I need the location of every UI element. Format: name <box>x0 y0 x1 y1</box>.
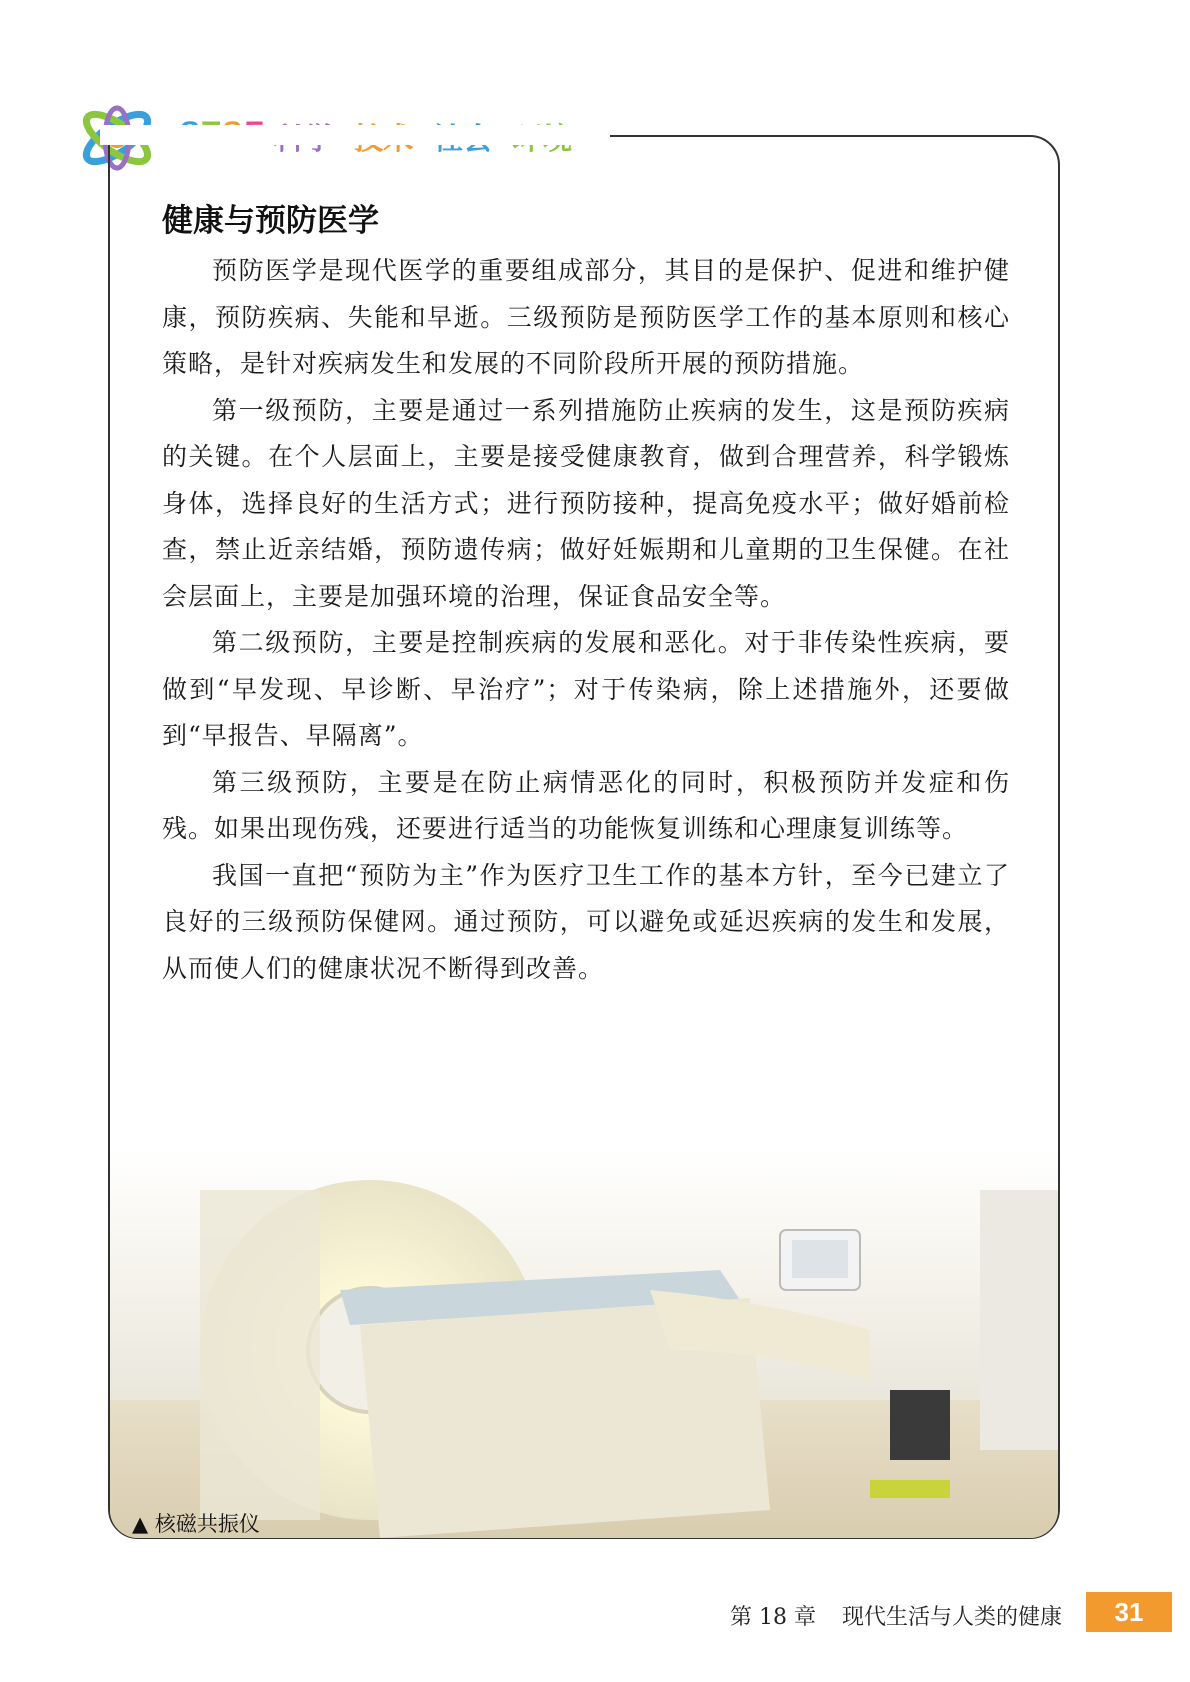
page-footer <box>730 1600 1062 1631</box>
frame-gap <box>100 125 610 145</box>
mri-photo <box>110 1150 1058 1538</box>
paragraph-intro: 预防医学是现代医学的重要组成部分，其目的是保护、促进和维护健康，预防疾病、失能和早逝。三级预防是预防医学工作的基本原则和核心策略，是针对疾病发生和发展的不同阶段所开展的预防措施。 <box>162 256 1010 378</box>
header-rule <box>610 135 1030 137</box>
paragraph-secondary-prevention: 第二级预防，主要是控制疾病的发展和恶化。对于非传染性疾病，要做到“早发现、早诊断、早治疗”；对于传染病，除上述措施外，还要做到“早报告、早隔离”。 <box>162 628 1010 750</box>
paragraph-tertiary-prevention: 第三级预防，主要是在防止病情恶化的同时，积极预防并发症和伤残。如果出现伤残，还要进行适当的功能恢复训练和心理康复训练等。 <box>162 767 1010 843</box>
chapter-title: 现代生活与人类的健康 <box>841 1605 1062 1630</box>
article-title: 健康与预防医学 <box>162 203 379 239</box>
article-body <box>162 248 1010 992</box>
chapter-number: 第 18 章 <box>730 1605 816 1630</box>
page-number: 31 <box>1086 1592 1172 1632</box>
mri-machine-illustration <box>110 1150 1058 1538</box>
photo-caption: ▲ 核磁共振仪 <box>132 1512 260 1536</box>
paragraph-conclusion: 我国一直把“预防为主”作为医疗卫生工作的基本方针，至今已建立了良好的三级预防保健网。通过预防，可以避免或延迟疾病的发生和发展，从而使人们的健康状况不断得到改善。 <box>162 860 1010 983</box>
paragraph-primary-prevention: 第一级预防，主要是通过一系列措施防止疾病的发生，这是预防疾病的关键。在个人层面上，主要是接受健康教育，做到合理营养，科学锻炼身体，选择良好的生活方式；进行预防接种，提高免疫水平；做好婚前检查，禁止近亲结婚，预防遗传病；做好妊娠期和儿童期的卫生保健。在社会层面上，主要是加强环境的治理，保证食品安全等。 <box>162 395 1010 611</box>
